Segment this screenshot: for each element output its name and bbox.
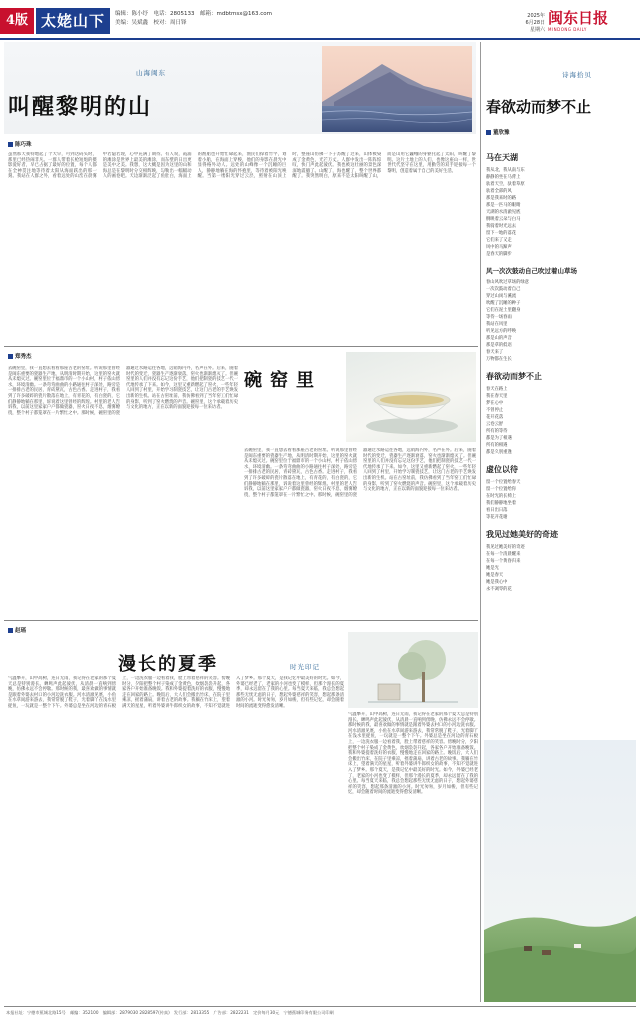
article3-body-left: 去碗窑里，我一直想去看看那座古老的窑址。听说那里曾经是闽东重要的瓷器生产地，从明清时期开始，这里的窑火就从未熄灭过。碗窑里位于福鼎市的一个小山村，村子依山傍水，环境清幽。一条弯弯曲曲的小路通往村子深处，路旁是一排排古老的民居，青砖黛瓦，古色古香。走进村子，我看到了许多破碎的瓷片散落在地上，有青花的，有白瓷的，它们静静地躺在那里，诉说着这里曾经的辉煌。村里的老人告诉我，以前这里家家户户都做瓷器，窑火日夜不息，烟雾缭绕，整个村子都笼罩在一片繁忙之中。那时候，碗窑里的瓷器通过水路运往各地，远销海内外，名声在外。后来，随着时代的变迁，瓷器生产逐渐衰落，窑火也渐渐熄灭了。但碗窑里的人们并没有忘记这份手艺，他们把制瓷的技艺一代一代地传承了下来。如今，这里又重新燃起了窑火，一些年轻人回到了村里，开始学习制瓷技艺，让这门古老的手艺焕发出新的生机。站在古窑址前，我仿佛看到了当年窑工们忙碌的身影，听到了窑火燃烧的声音。碗窑里，这个承载着历史与文化的地方，正在以新的面貌迎接每一位来访者。 — [8, 366, 238, 416]
poem-text: 我见过她美好的奇迹 在每一个清晨醒来 在每一个黄昏归来 她是光 她是春天 她是我心中 永不凋零的花 — [486, 545, 525, 592]
editor-line-1: 编辑：陈小纾 电话：2805133 邮箱：mdbtmsx@163.com — [115, 11, 272, 17]
footer-rule — [4, 1006, 636, 1007]
poem-title: 风一次次鼓动自己吹过着山草场 — [486, 267, 577, 275]
poem-text: 留一个位置给春天 留一个位置给你 在时光的长椅上 我们静静地坐着 看日出日落 等花开花谢 — [486, 480, 521, 520]
article3-body-right: 去碗窑里，我一直想去看看那座古老的窑址。听说那里曾经是闽东重要的瓷器生产地，从明清时期开始，这里的窑火就从未熄灭过。碗窑里位于福鼎市的一个小山村，村子依山傍水，环境清幽。一条弯弯曲曲的小路通往村子深处，路旁是一排排古老的民居，青砖黛瓦，古色古香。走进村子，我看到了许多破碎的瓷片散落在地上，有青花的，有白瓷的，它们静静地躺在那里，诉说着这里曾经的辉煌。村里的老人告诉我，以前这里家家户户都做瓷器，窑火日夜不息，烟雾缭绕，整个村子都笼罩在一片繁忙之中。那时候，碗窑里的瓷器通过水路运往各地，远销海内外，名声在外。后来，随着时代的变迁，瓷器生产逐渐衰落，窑火也渐渐熄灭了。但碗窑里的人们并没有忘记这份手艺，他们把制瓷的技艺一代一代地传承了下来。如今，这里又重新燃起了窑火，一些年轻人回到了村里，开始学习制瓷技艺，让这门古老的手艺焕发出新的生机。站在古窑址前，我仿佛看到了当年窑工们忙碌的身影，听到了窑火燃烧的声音。碗窑里，这个承载着历史与文化的地方，正在以新的面貌迎接每一位来访者。 — [244, 448, 476, 498]
paper-pinyin: MINDONG DAILY — [548, 27, 587, 32]
section-divider — [4, 620, 478, 621]
article2-author: 董欣豫 — [493, 130, 510, 136]
poem-text: 春山风吹过草场的绿意 一次次鼓动着自己 穿过山岗与溪流 吹醒了沉睡的种子 它们在泥土里翻身 等待一场春雨 我站在风里 听见远方的呼唤 那是山的声音 那是草的低语 春天来了 万物都在生长 — [486, 280, 529, 362]
paper-logo: 闽东日报 — [548, 9, 609, 27]
article4-byline — [8, 626, 26, 634]
poem-title: 春欲动而梦不止 — [486, 371, 542, 381]
article1-section-tag: 山海闽东 — [136, 69, 166, 77]
issue-year: 2025年 — [527, 13, 545, 19]
issue-date — [505, 13, 545, 34]
article1-byline — [8, 140, 32, 148]
editor-line-2: 美编：吴斌鑫 校对：周日锋 — [115, 20, 187, 26]
section-divider — [4, 346, 478, 347]
editor-info — [115, 10, 315, 28]
article4-author: 赵瑶 — [15, 628, 27, 634]
poem-text: 春天在路上 我在春天里 梦在心中 不曾停止 花开花落 云卷云舒 所有的等待 都是为了相遇 所有的相遇 都是久别重逢 — [486, 387, 512, 455]
article4-section-tag: 时光印记 — [290, 663, 320, 671]
page-number-badge: 4版 — [0, 8, 34, 34]
grassland-horses-illustration — [484, 740, 636, 1002]
header-rule — [0, 38, 640, 40]
poem-title: 马在天湖 — [486, 152, 518, 162]
article4-title: 漫长的夏季 — [118, 654, 218, 675]
issue-weekday: 星期六 — [529, 27, 545, 33]
poem-text: 我从北，我从南与东 静静的坐在马背上 驮着天空，驮着草原 驮着全部的风 那是我来时的路 那是一匹马的眼睛 天湖的水清澈见底 倒映着云朵与白马 我骑着时光远去 留下一地的落花 它们来了又走 风中的马蹄声 是春天的脚步 — [486, 168, 525, 257]
footer-info: 本报社址：宁德市蕉城北路15号 邮编：352100 编辑部：2879030 2828597(传真) 发行部：2813355 广告部：2822231 定价每月30元 宁德蕉城印务有限公司印刷 — [6, 1010, 334, 1015]
grassland-photo — [484, 740, 636, 1002]
article1-body: 虽然那天我特地起了个大早，可到达码头时，那里已经热闹非凡。一群人带着长枪短炮的摄影爱好者，早已占据了最好的位置，每个人都在全神贯注地等待着太阳从海面跃出的那一刻。我站在人群之外，看着远处的山峦在晨雾中若隐若现，心中充满了期待。有人说，霞浦的滩涂是世界上最美的滩涂，而东壁的日出更是美中之美。我想，这大概是因为这里的山和海总是在黎明时分交相辉映，勾勒出一幅幅动人的画卷吧。天边渐渐泛起了鱼肚白，海面上的渔船也开始忙碌起来，渔民们撑着竹竿，划着小船，在海面上穿梭，他们的身影在晨光中显得格外动人。远处的山峰像一个沉睡的巨人，静静地躺在海的怀抱里，等待着被阳光唤醒。当第一缕阳光穿过云层，照射在山顶上时，整座山仿佛一下子苏醒了过来，山体被染成了金黄色，光芒万丈。人群中发出一阵阵惊叹，快门声此起彼伏。我也被这壮丽的景色深深地震撼了。山醒了，海也醒了，整个世界都醒了。我突然明白，原来不是太阳叫醒了山，而是山用它巍峨的身躯托起了太阳，叫醒了黎明。这片土地上的人们，也像这座山一样，世世代代坚守在这里，用勤劳的双手迎接每一个黎明，创造着属于自己的美好生活。 — [8, 152, 476, 180]
article2-title: 春欲动而梦不止 — [486, 98, 592, 116]
poem-title: 我见过她美好的奇迹 — [486, 529, 558, 539]
article2-byline — [486, 128, 510, 136]
article3-author: 郑秀杰 — [15, 354, 32, 360]
article4-body-left: 气温攀升，山中高树，连日无雨，我记得在老家的那个夏天总是特别漫长。蝉鸣声此起彼伏，从清晨一直响到傍晚，仿佛永远不会停歇。那时候的我，最喜欢做的事情就是跟着外婆去村口的小河边洗衣服。河水清澈见底，小鱼在水草间游来游去，我常常脱了鞋子，光着脚丫在浅水里捉鱼，一玩就是一整个下午。外婆总是坐在河边的青石板上，一边洗衣服一边看着我，脸上带着慈祥的笑容。傍晚时分，夕阳把整个村子染成了金黄色，炊烟袅袅升起，各家各户开始准备晚饭。我和外婆提着洗好的衣服，慢慢地走在回家的路上。晚饭后，大人们会搬出竹床，在院子里乘凉，摇着蒲扇，讲着古老的故事。我躺在竹床上，望着满天的星星，听着外婆讲牛郎织女的故事，不知不觉就进入了梦乡。那个夏天，是我记忆中最美好的时光。如今，外婆已经老了，老家的小河也变了模样，但那个漫长的夏季，却永远留在了我的心里。每当夏天来临，我总会想起那些无忧无虑的日子，想起外婆慈祥的笑容，想起那条清澈的小河。时光匆匆，岁月如梭，但有些记忆，却会随着时间的流逝变得愈发清晰。 — [8, 676, 344, 709]
section-title: 太姥山下 — [36, 8, 110, 34]
column-divider — [480, 42, 481, 1002]
article3-byline — [8, 352, 32, 360]
poem-list — [486, 142, 636, 732]
article1-title: 叫醒黎明的山 — [8, 94, 153, 120]
article3-title: 碗窑里 — [244, 370, 322, 391]
issue-month-day: 6月28日 — [525, 20, 545, 26]
article2-section-tag: 诗海拾贝 — [562, 71, 592, 79]
summer-sketch — [348, 632, 478, 708]
tea-bowl-photo — [346, 352, 476, 442]
tea-bowl-illustration — [346, 352, 476, 442]
article1-author: 陈巧珠 — [15, 142, 32, 148]
summer-tree-illustration — [348, 632, 478, 708]
poem-title: 虚位以待 — [486, 464, 518, 474]
article4-body-right: 气温攀升，山中高树，连日无雨，我记得在老家的那个夏天总是特别漫长。蝉鸣声此起彼伏，从清晨一直响到傍晚，仿佛永远不会停歇。那时候的我，最喜欢做的事情就是跟着外婆去村口的小河边洗衣服。河水清澈见底，小鱼在水草间游来游去，我常常脱了鞋子，光着脚丫在浅水里捉鱼，一玩就是一整个下午。外婆总是坐在河边的青石板上，一边洗衣服一边看着我，脸上带着慈祥的笑容。傍晚时分，夕阳把整个村子染成了金黄色，炊烟袅袅升起，各家各户开始准备晚饭。我和外婆提着洗好的衣服，慢慢地走在回家的路上。晚饭后，大人们会搬出竹床，在院子里乘凉，摇着蒲扇，讲着古老的故事。我躺在竹床上，望着满天的星星，听着外婆讲牛郎织女的故事，不知不觉就进入了梦乡。那个夏天，是我记忆中最美好的时光。如今，外婆已经老了，老家的小河也变了模样，但那个漫长的夏季，却永远留在了我的心里。每当夏天来临，我总会想起那些无忧无虑的日子，想起外婆慈祥的笑容，想起那条清澈的小河。时光匆匆，岁月如梭，但有些记忆，却会随着时间的流逝变得愈发清晰。 — [348, 712, 478, 796]
